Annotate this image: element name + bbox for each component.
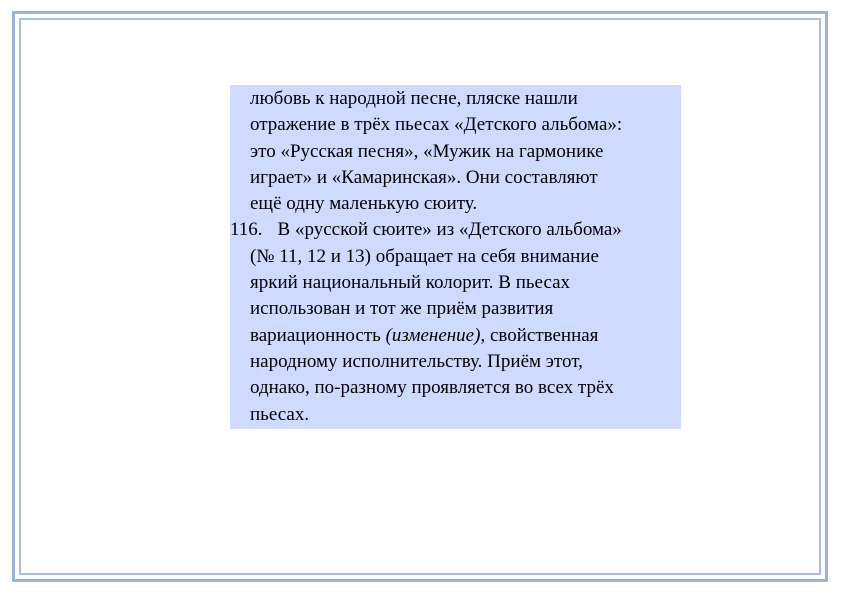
paragraph-2-line: использован и тот же приём развития: [250, 298, 554, 320]
paragraph-2-line-5: [250, 323, 677, 349]
paragraph-2-line: народному исполнительству. Приём этот,: [250, 350, 583, 372]
line-5-text-before: вариационность: [250, 324, 386, 346]
paragraph-1-line: ещё одну маленькую сюиту.: [250, 193, 478, 215]
paragraph-2-line: В «русской сюите» из «Детского альбома»: [277, 219, 622, 241]
paragraph-1-line: это «Русская песня», «Мужик на гармонике: [250, 140, 604, 162]
paragraph-2-line: яркий национальный колорит. В пьесах: [250, 272, 571, 294]
paragraph-2: [230, 217, 681, 427]
text-box: [230, 85, 681, 429]
paragraph-1: [230, 85, 681, 217]
paragraph-2-line: пьесах.: [250, 403, 310, 425]
paragraph-1-line: любовь к народной песне, пляске нашли: [250, 88, 578, 109]
paragraph-2-first-line: [230, 217, 677, 243]
italic-term: (изменение): [385, 324, 481, 346]
line-5-text-after: , свойственная: [480, 324, 599, 346]
paragraph-2-line: однако, по-разному проявляется во всех трёх: [250, 377, 614, 399]
paragraph-1-line: играет» и «Камаринская». Они составляют: [250, 166, 598, 188]
paragraph-2-line: (№ 11, 12 и 13) обращает на себя внимание: [250, 245, 599, 267]
list-number: 116.: [230, 219, 263, 241]
paragraph-1-line: отражение в трёх пьесах «Детского альбома»:: [250, 114, 623, 136]
